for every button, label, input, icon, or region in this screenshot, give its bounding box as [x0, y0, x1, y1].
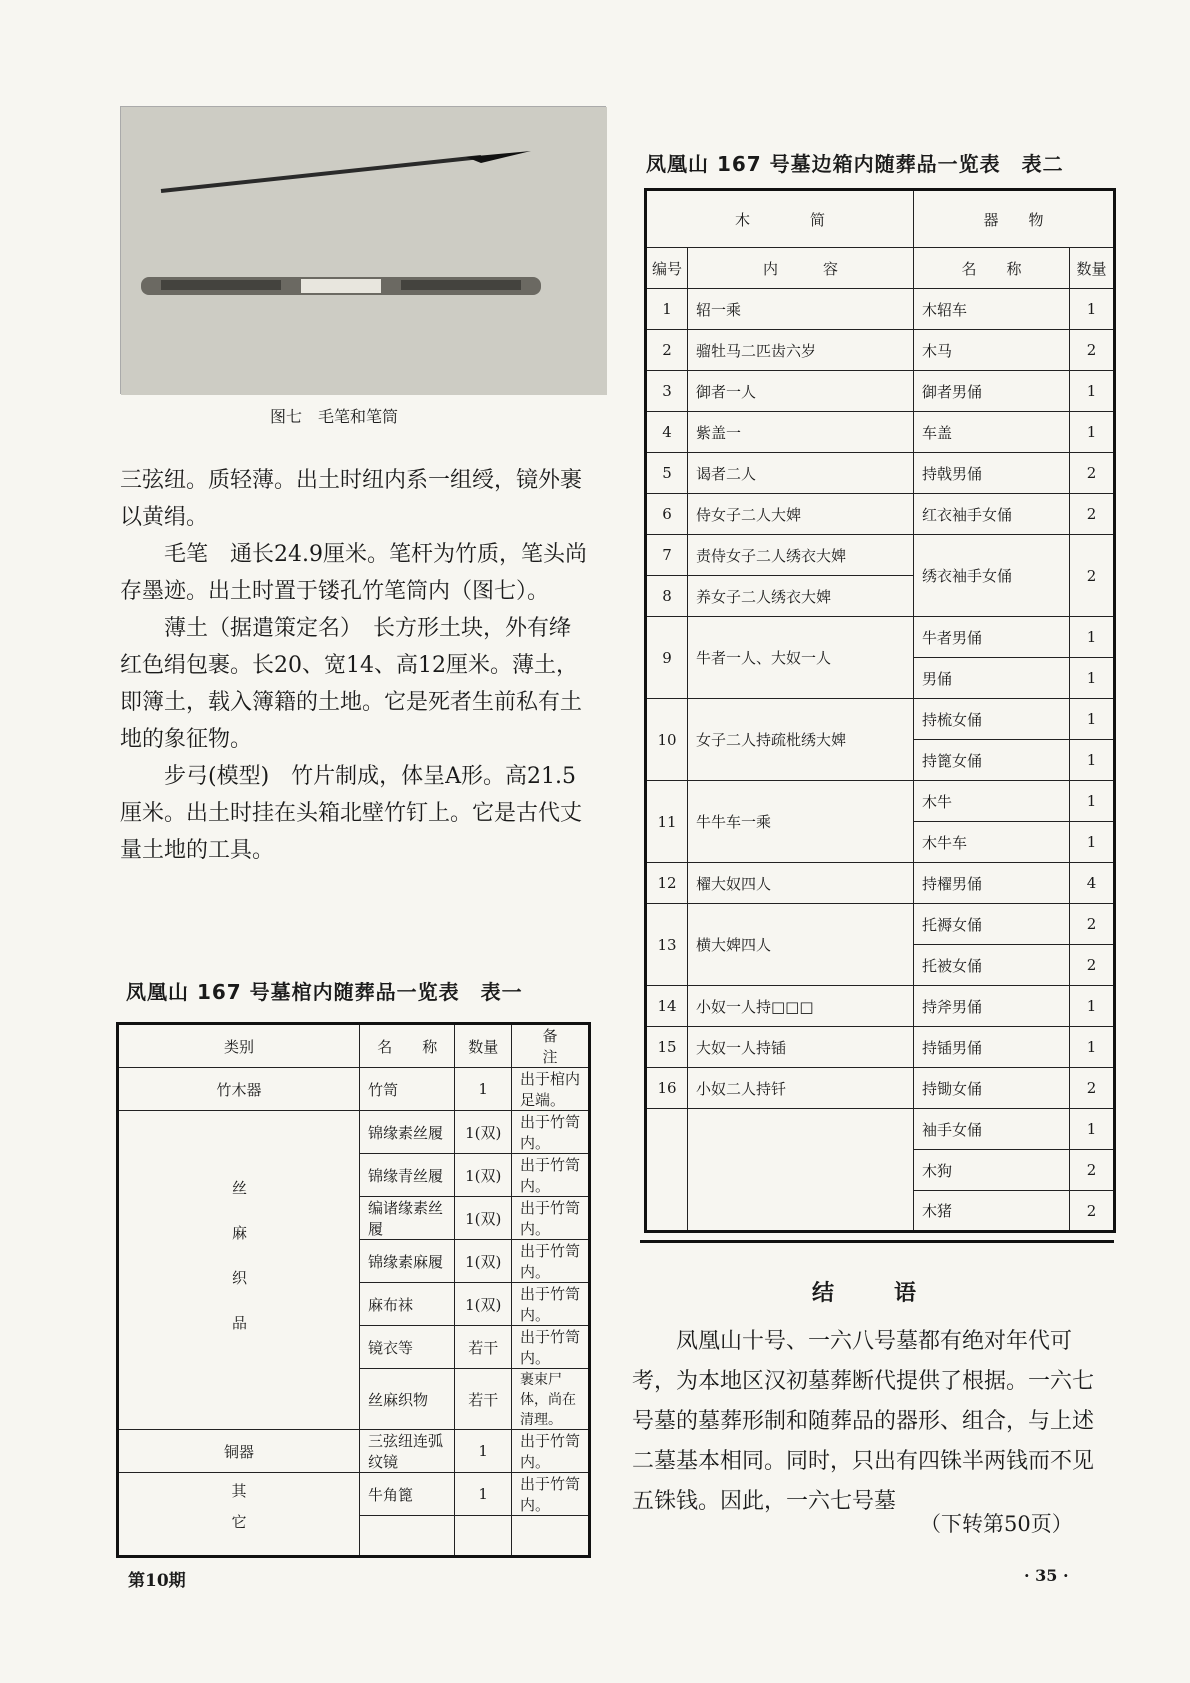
- qty-cell: 2: [1070, 1068, 1115, 1109]
- content-cell: 骝牡马二匹齿六岁: [688, 330, 914, 371]
- name-cell: 木狗: [914, 1150, 1070, 1191]
- qty-cell: 2: [1070, 330, 1115, 371]
- header-cell: 数量: [455, 1024, 512, 1068]
- table-row: [118, 1473, 590, 1516]
- qty-cell: 2: [1070, 904, 1115, 945]
- name-cell: 木轺车: [914, 289, 1070, 330]
- number-cell: 11: [646, 781, 688, 863]
- number-cell: 7: [646, 535, 688, 576]
- name-cell: 持戟男俑: [914, 453, 1070, 494]
- table2: [644, 188, 1116, 1233]
- table2-title: 凤凰山 167 号墓边箱内随葬品一览表 表二: [646, 152, 1064, 176]
- number-cell: 14: [646, 986, 688, 1027]
- content-cell: 大奴一人持锸: [688, 1027, 914, 1068]
- content-cell: 养女子二人绣衣大婢: [688, 576, 914, 617]
- name-cell: 御者男俑: [914, 371, 1070, 412]
- table-row: [646, 699, 1115, 740]
- name-cell: 木牛车: [914, 822, 1070, 863]
- name-cell: 木猪: [914, 1191, 1070, 1232]
- note-cell: 出于竹笥内。: [511, 1240, 589, 1283]
- note-cell: 出于竹笥内。: [511, 1430, 589, 1473]
- table-row: [646, 494, 1115, 535]
- table-row: [118, 1430, 590, 1473]
- number-cell: 6: [646, 494, 688, 535]
- qty-cell: 1: [1070, 371, 1115, 412]
- name-cell: 牛角篦: [360, 1473, 455, 1516]
- table1-title: 凤凰山 167 号墓棺内随葬品一览表 表一: [126, 980, 523, 1004]
- issue-number: 第10期: [128, 1571, 186, 1591]
- note-cell: 裹束尸体，尚在清理。: [511, 1369, 589, 1430]
- number-cell: 9: [646, 617, 688, 699]
- number-cell: 4: [646, 412, 688, 453]
- qty-cell: 1: [1070, 740, 1115, 781]
- header-cell: 类别: [118, 1024, 360, 1068]
- table-row: [646, 1027, 1115, 1068]
- name-cell: 编诸缘素丝履: [360, 1197, 455, 1240]
- name-cell: 三弦纽连弧纹镜: [360, 1430, 455, 1473]
- name-cell: 持锸男俑: [914, 1027, 1070, 1068]
- qty-cell: 1: [1070, 412, 1115, 453]
- table-row: [118, 1068, 590, 1111]
- content-cell: 牛者一人、大奴一人: [688, 617, 914, 699]
- paragraph: 步弓(模型) 竹片制成，体呈A形。高21.5厘米。出土时挂在头箱北壁竹钉上。它是古代丈量土地的工具。: [120, 764, 583, 863]
- qty-cell: 1: [1070, 986, 1115, 1027]
- table-row: [118, 1111, 590, 1154]
- content-cell: [688, 1109, 914, 1232]
- name-cell: 持櫂男俑: [914, 863, 1070, 904]
- qty-cell: 1: [1070, 699, 1115, 740]
- qty-cell: 1(双): [455, 1283, 512, 1326]
- table-row: [646, 781, 1115, 822]
- qty-cell: 1: [455, 1473, 512, 1516]
- content-cell: 横大婢四人: [688, 904, 914, 986]
- figure-caption: 图七 毛笔和笔筒: [270, 407, 399, 426]
- number-cell: 3: [646, 371, 688, 412]
- table-row: [646, 289, 1115, 330]
- group-header-cell: 木 简: [646, 190, 914, 248]
- table-header-row: [646, 248, 1115, 289]
- category-cell: 丝麻织品: [118, 1111, 360, 1430]
- name-cell: 木马: [914, 330, 1070, 371]
- table-row: [646, 330, 1115, 371]
- header-cell: 数量: [1070, 248, 1115, 289]
- number-cell: 5: [646, 453, 688, 494]
- note-cell: 出于棺内足端。: [511, 1068, 589, 1111]
- group-header-cell: 器 物: [914, 190, 1115, 248]
- content-cell: 责侍女子二人绣衣大婢: [688, 535, 914, 576]
- name-cell: 托被女俑: [914, 945, 1070, 986]
- category-cell: 竹木器: [118, 1068, 360, 1111]
- table-header-row: [118, 1024, 590, 1068]
- number-cell: 1: [646, 289, 688, 330]
- header-cell: 编号: [646, 248, 688, 289]
- paragraph: 薄土（据遣策定名） 长方形土块，外有绛红色绢包裹。长20、宽14、高12厘米。薄土，即簿土，载入簿籍的土地。它是死者生前私有土地的象征物。: [120, 616, 583, 752]
- empty-cell: [455, 1516, 512, 1557]
- number-cell: 16: [646, 1068, 688, 1109]
- qty-cell: 1(双): [455, 1197, 512, 1240]
- qty-cell: 1: [1070, 658, 1115, 699]
- content-cell: 牛牛车一乘: [688, 781, 914, 863]
- category-cell: 其它: [118, 1473, 360, 1557]
- paragraph: 毛笔 通长24.9厘米。笔杆为竹质，笔头尚存墨迹。出土时置于镂孔竹笔筒内（图七）。: [120, 542, 587, 604]
- qty-cell: 2: [1070, 1150, 1115, 1191]
- note-cell: 出于竹笥内。: [511, 1283, 589, 1326]
- qty-cell: 1: [455, 1068, 512, 1111]
- name-cell: 牛者男俑: [914, 617, 1070, 658]
- name-cell: 托褥女俑: [914, 904, 1070, 945]
- name-cell: 镜衣等: [360, 1326, 455, 1369]
- table-row: [646, 453, 1115, 494]
- qty-cell: 1: [455, 1430, 512, 1473]
- number-cell: 15: [646, 1027, 688, 1068]
- content-cell: 小奴二人持钎: [688, 1068, 914, 1109]
- number-cell: 10: [646, 699, 688, 781]
- table-row: [646, 617, 1115, 658]
- table-row: [646, 535, 1115, 576]
- qty-cell: 1: [1070, 822, 1115, 863]
- note-cell: 出于竹笥内。: [511, 1154, 589, 1197]
- note-cell: 出于竹笥内。: [511, 1197, 589, 1240]
- qty-cell: 1: [1070, 617, 1115, 658]
- table-row: [646, 371, 1115, 412]
- paragraph: 凤凰山十号、一六八号墓都有绝对年代可考，为本地区汉初墓葬断代提供了根据。一六七号墓的墓葬形制和随葬品的器形、组合，与上述二墓基本相同。同时，只出有四铢半两钱而不见五铢钱。因此，一六七号墓: [632, 1329, 1095, 1514]
- qty-cell: 2: [1070, 453, 1115, 494]
- note-cell: 出于竹笥内。: [511, 1111, 589, 1154]
- header-cell: 名 称: [914, 248, 1070, 289]
- section-rule: [640, 1240, 1114, 1243]
- name-cell: 锦缘青丝履: [360, 1154, 455, 1197]
- name-cell: 锦缘素丝履: [360, 1111, 455, 1154]
- content-cell: 轺一乘: [688, 289, 914, 330]
- qty-cell: 1(双): [455, 1240, 512, 1283]
- empty-cell: [511, 1516, 589, 1557]
- qty-cell: 若干: [455, 1326, 512, 1369]
- table-row: [646, 863, 1115, 904]
- table-row: [646, 1068, 1115, 1109]
- empty-cell: [360, 1516, 455, 1557]
- name-cell: 丝麻织物: [360, 1369, 455, 1430]
- name-cell: 持梳女俑: [914, 699, 1070, 740]
- qty-cell: 1: [1070, 289, 1115, 330]
- qty-cell: 2: [1070, 1191, 1115, 1232]
- paragraph: 三弦纽。质轻薄。出土时纽内系一组绶，镜外裹以黄绢。: [120, 468, 583, 530]
- name-cell: 竹笥: [360, 1068, 455, 1111]
- figure-photo: [120, 106, 606, 394]
- qty-cell: 2: [1070, 945, 1115, 986]
- conclusion-text: [632, 1322, 1112, 1522]
- qty-cell: 4: [1070, 863, 1115, 904]
- table1: [116, 1022, 603, 1558]
- conclusion-title: 结语: [812, 1280, 977, 1306]
- table-row: [646, 412, 1115, 453]
- qty-cell: 若干: [455, 1369, 512, 1430]
- left-body-text: [120, 462, 592, 869]
- number-cell: 2: [646, 330, 688, 371]
- content-cell: 小奴一人持□□□: [688, 986, 914, 1027]
- qty-cell: 2: [1070, 494, 1115, 535]
- name-cell: 持篦女俑: [914, 740, 1070, 781]
- category-cell: 铜器: [118, 1430, 360, 1473]
- content-cell: 谒者二人: [688, 453, 914, 494]
- header-cell: 内 容: [688, 248, 914, 289]
- number-cell: 8: [646, 576, 688, 617]
- name-cell: 锦缘素麻履: [360, 1240, 455, 1283]
- name-cell: 持斧男俑: [914, 986, 1070, 1027]
- continued-note: （下转第50页）: [920, 1512, 1073, 1536]
- name-cell: 木牛: [914, 781, 1070, 822]
- qty-cell: 1(双): [455, 1154, 512, 1197]
- brush-and-holder-image: [121, 107, 607, 395]
- note-cell: 出于竹笥内。: [511, 1326, 589, 1369]
- number-cell: [646, 1109, 688, 1232]
- name-cell: 麻布袜: [360, 1283, 455, 1326]
- qty-cell: 1: [1070, 781, 1115, 822]
- note-cell: 出于竹笥内。: [511, 1473, 589, 1516]
- content-cell: 女子二人持疏枇绣大婢: [688, 699, 914, 781]
- page-number: · 35 ·: [1024, 1566, 1069, 1585]
- name-cell: 车盖: [914, 412, 1070, 453]
- header-cell: 名 称: [360, 1024, 455, 1068]
- qty-cell: 1: [1070, 1109, 1115, 1150]
- number-cell: 13: [646, 904, 688, 986]
- name-cell: 男俑: [914, 658, 1070, 699]
- name-cell: 红衣袖手女俑: [914, 494, 1070, 535]
- qty-cell: 2: [1070, 535, 1115, 617]
- name-cell: 持锄女俑: [914, 1068, 1070, 1109]
- name-cell: 绣衣袖手女俑: [914, 535, 1070, 617]
- content-cell: 櫂大奴四人: [688, 863, 914, 904]
- content-cell: 紫盖一: [688, 412, 914, 453]
- table-row: [646, 986, 1115, 1027]
- qty-cell: 1(双): [455, 1111, 512, 1154]
- table-row: [646, 904, 1115, 945]
- content-cell: 御者一人: [688, 371, 914, 412]
- table-group-header-row: [646, 190, 1115, 248]
- number-cell: 12: [646, 863, 688, 904]
- header-cell: 备 注: [511, 1024, 589, 1068]
- name-cell: 袖手女俑: [914, 1109, 1070, 1150]
- qty-cell: 1: [1070, 1027, 1115, 1068]
- content-cell: 侍女子二人大婢: [688, 494, 914, 535]
- table-row: [646, 1109, 1115, 1150]
